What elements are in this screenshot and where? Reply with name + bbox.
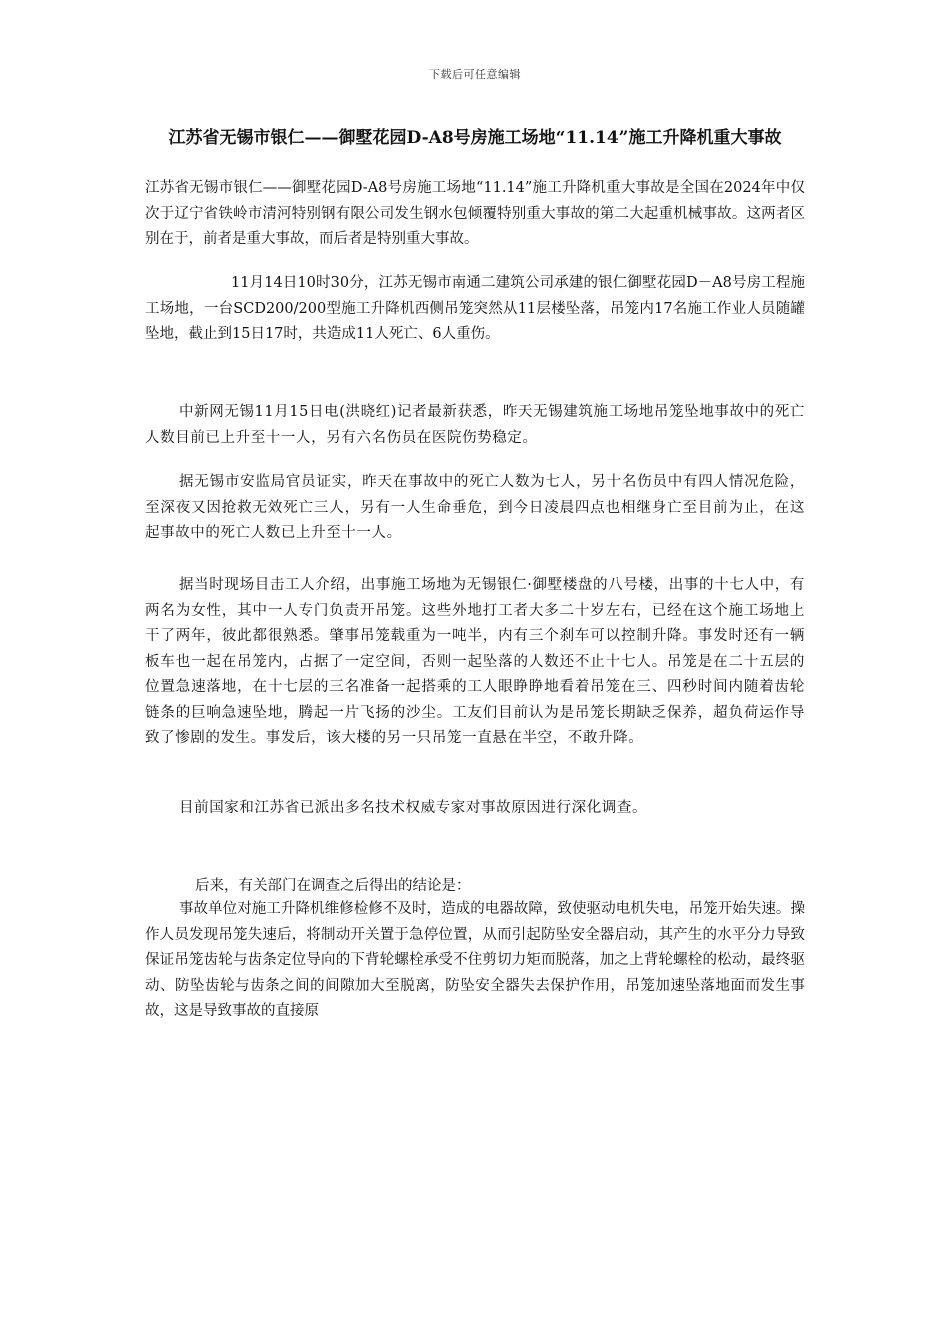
paragraph-event: 11月14日10时30分，江苏无锡市南通二建筑公司承建的银仁御墅花园D－A8号房工程施工场地，一台SCD200/200型施工升降机西侧吊笼突然从11层楼坠落，吊笼内17名施工作业人员随罐坠地，截止到15日17时，共造成11人死亡、6人重伤。 xyxy=(145,275,805,342)
paragraph-intro: 江苏省无锡市银仁——御墅花园D-A8号房施工场地“11.14”施工升降机重大事故是全国在2024年中仅次于辽宁省铁岭市清河特别钢有限公司发生钢水包倾覆特别重大事故的第二大起重机械事故。这两者区别在于，前者是重大事故，而后者是特别重大事故。 xyxy=(145,180,805,247)
page-header-note: 下载后可任意编辑 xyxy=(429,68,521,81)
paragraph-conclusion: 事故单位对施工升降机维修检修不及时，造成的电器故障，致使驱动电机失电，吊笼开始失速。操作人员发现吊笼失速后，将制动开关置于急停位置，从而引起防坠安全器启动，其产生的水平分力导致保证吊笼齿轮与齿条定位导向的下背轮螺栓承受不住剪切力矩而脱落，加之上背轮螺栓的松动，最终驱动、防坠齿轮与齿条之间的间隙加大至脱离，防坠安全器失去保护作用，吊笼加速坠落地面而发生事故，这是导致事故的直接原 xyxy=(145,901,805,1019)
paragraph-investigation: 目前国家和江苏省已派出多名技术权威专家对事故原因进行深化调查。 xyxy=(179,800,648,816)
paragraph-casualty-update: 据无锡市安监局官员证实，昨天在事故中的死亡人数为七人，另十名伤员中有四人情况危险，至深夜又因抢救无效死亡三人，另有一人生命垂危，到今日凌晨四点也相继身亡至目前为止，在这起事故中的死亡人数已上升至十一人。 xyxy=(145,474,805,541)
paragraph-news-report: 中新网无锡11月15日电(洪晓红)记者最新获悉，昨天无锡建筑施工场地吊笼坠地事故中的死亡人数目前已上升至十一人，另有六名伤员在医院伤势稳定。 xyxy=(145,404,805,446)
paragraph-conclusion-intro: 后来，有关部门在调查之后得出的结论是： xyxy=(195,878,471,894)
paragraph-witness-account: 据当时现场目击工人介绍，出事施工场地为无锡银仁·御墅楼盘的八号楼，出事的十七人中，有两名为女性，其中一人专门负责开吊笼。这些外地打工者大多二十岁左右，已经在这个施工场地上干了两年，彼此都很熟悉。肇事吊笼载重为一吨半，内有三个刹车可以控制升降。事发时还有一辆板车也一起在吊笼内，占据了一定空间，否则一起坠落的人数还不止十七人。吊笼是在二十五层的位置急速落地，在十七层的三名准备一起搭乘的工人眼睁睁地看着吊笼在三、四秒时间内随着齿轮链条的巨响急速坠地，腾起一片飞扬的沙尘。工友们目前认为是吊笼长期缺乏保养，超负荷运作导致了惨剧的发生。事发后，该大楼的另一只吊笼一直悬在半空，不敢升降。 xyxy=(145,577,805,746)
document-title: 江苏省无锡市银仁——御墅花园D-A8号房施工场地“11.14”施工升降机重大事故 xyxy=(168,128,782,148)
